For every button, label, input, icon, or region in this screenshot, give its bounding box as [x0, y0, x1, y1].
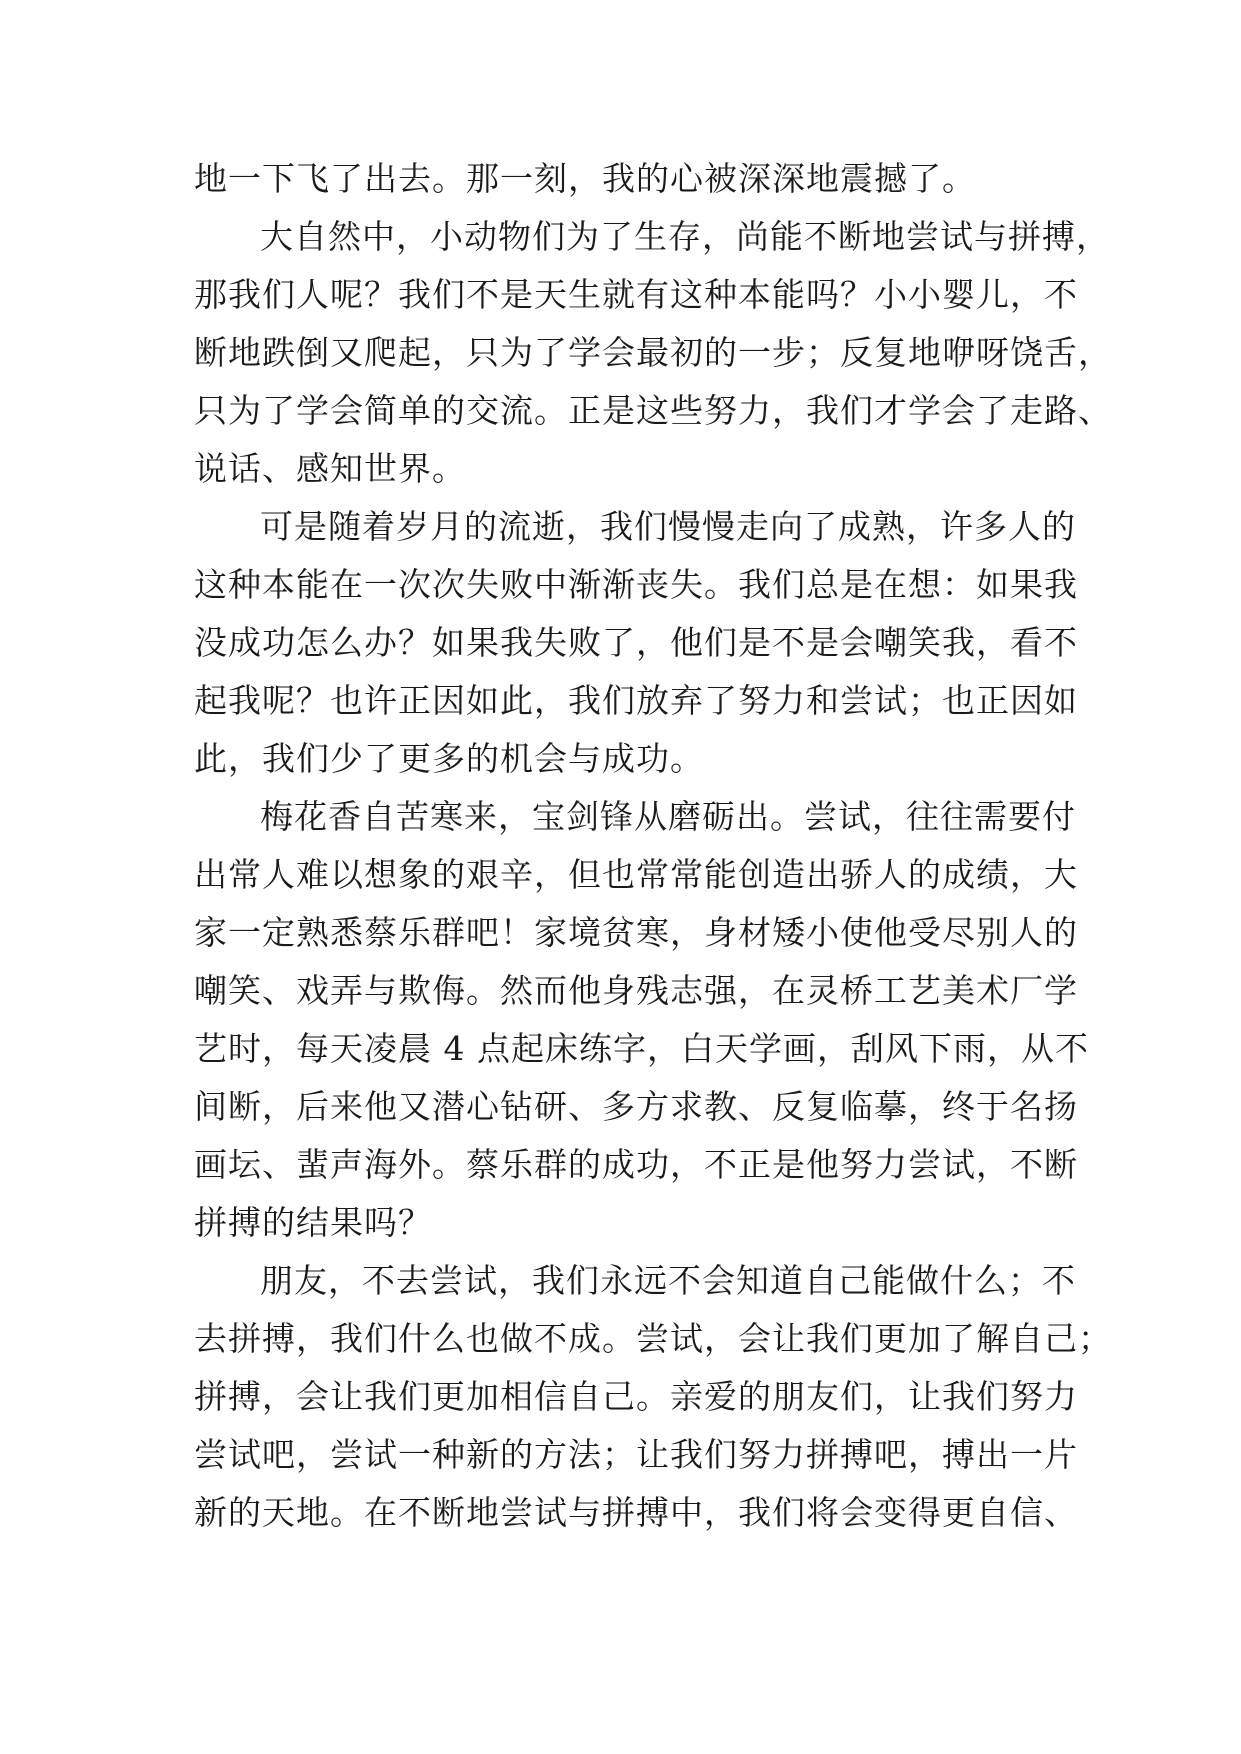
- text-line: 出常人难以想象的艰辛，但也常常能创造出骄人的成绩，大: [194, 855, 1078, 894]
- text-line: 断地跌倒又爬起，只为了学会最初的一步；反复地咿呀饶舌，: [194, 333, 1112, 372]
- paragraph-start-line: 梅花香自苦寒来，宝剑锋从磨砺出。尝试，往往需要付: [260, 797, 1076, 836]
- text-line: 地一下飞了出去。那一刻，我的心被深深地震撼了。: [194, 159, 976, 198]
- text-line: 说话、感知世界。: [194, 449, 466, 488]
- text-line: 只为了学会简单的交流。正是这些努力，我们才学会了走路、: [194, 391, 1112, 430]
- text-line: 这种本能在一次次失败中渐渐丧失。我们总是在想：如果我: [194, 565, 1078, 604]
- text-line: 拼搏的结果吗？: [194, 1203, 432, 1242]
- essay-body: [194, 150, 1112, 1542]
- text-line: 尝试吧，尝试一种新的方法；让我们努力拼搏吧，搏出一片: [194, 1435, 1078, 1474]
- text-line: 没成功怎么办？如果我失败了，他们是不是会嘲笑我，看不: [194, 623, 1078, 662]
- text-line: 那我们人呢？我们不是天生就有这种本能吗？小小婴儿，不: [194, 275, 1078, 314]
- text-line: 艺时，每天凌晨 4 点起床练字，白天学画，刮风下雨，从不: [194, 1029, 1089, 1068]
- paragraph-start-line: 可是随着岁月的流逝，我们慢慢走向了成熟，许多人的: [260, 507, 1076, 546]
- text-line: 拼搏，会让我们更加相信自己。亲爱的朋友们，让我们努力: [194, 1377, 1078, 1416]
- text-line: 画坛、蜚声海外。蔡乐群的成功，不正是他努力尝试，不断: [194, 1145, 1078, 1184]
- text-line: 嘲笑、戏弄与欺侮。然而他身残志强，在灵桥工艺美术厂学: [194, 971, 1078, 1010]
- text-line: 去拼搏，我们什么也做不成。尝试，会让我们更加了解自己；: [194, 1319, 1112, 1358]
- text-line: 新的天地。在不断地尝试与拼搏中，我们将会变得更自信、: [194, 1493, 1078, 1532]
- text-line: 此，我们少了更多的机会与成功。: [194, 739, 704, 778]
- text-line: 间断，后来他又潜心钻研、多方求教、反复临摹，终于名扬: [194, 1087, 1078, 1126]
- text-line: 家一定熟悉蔡乐群吧！家境贫寒，身材矮小使他受尽别人的: [194, 913, 1078, 952]
- text-line: 起我呢？也许正因如此，我们放弃了努力和尝试；也正因如: [194, 681, 1078, 720]
- paragraph-start-line: 大自然中，小动物们为了生存，尚能不断地尝试与拼搏，: [260, 217, 1110, 256]
- paragraph-start-line: 朋友，不去尝试，我们永远不会知道自己能做什么；不: [260, 1261, 1076, 1300]
